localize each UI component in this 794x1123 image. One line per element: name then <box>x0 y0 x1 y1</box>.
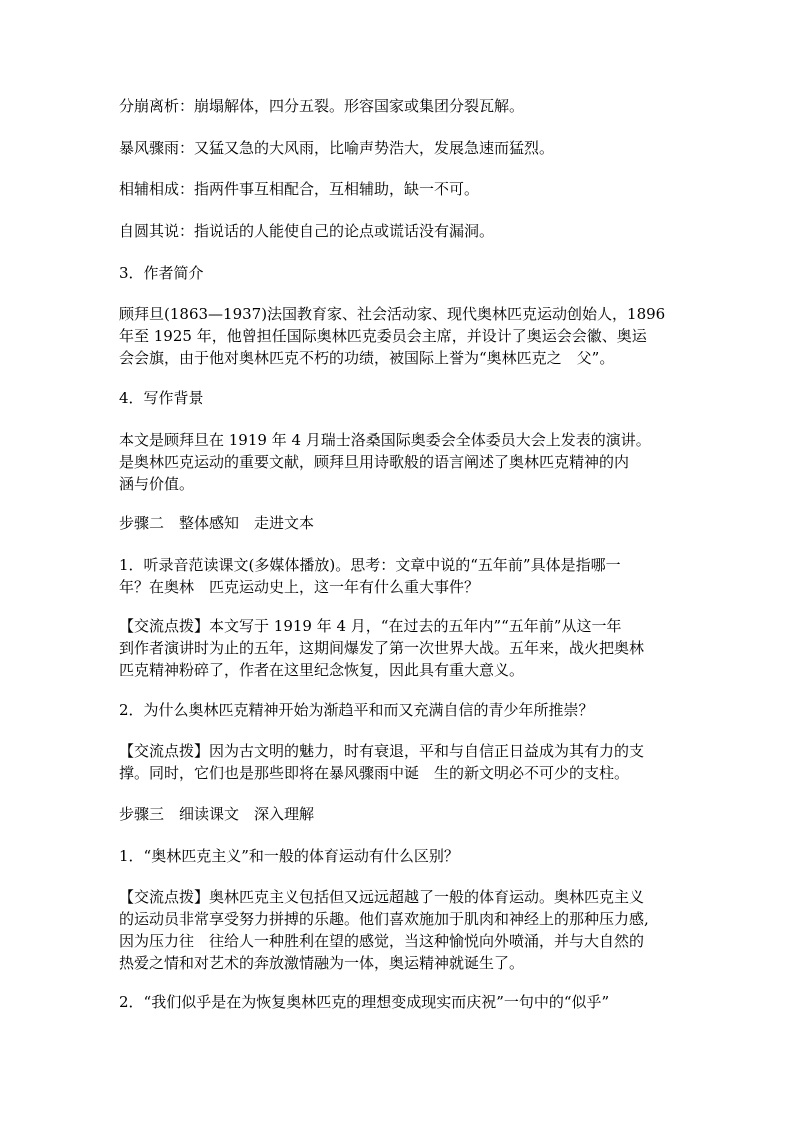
paragraph-background <box>119 429 675 495</box>
paragraph-idiom-ziyuanqishuo <box>119 220 675 242</box>
text-line: 撑。同时，它们也是那些即将在暴风骤雨中诞 生的新文明必不可少的支柱。 <box>119 764 630 782</box>
question-1 <box>119 554 675 598</box>
text-line: 2．“我们似乎是在为恢复奥林匹克的理想变成现实而庆祝”一句中的“似乎” <box>119 993 610 1011</box>
text-line: 自圆其说：指说话的人能使自己的论点或谎话没有漏洞。 <box>119 222 495 240</box>
text-line: 4．写作背景 <box>119 389 204 407</box>
question-2 <box>119 699 675 721</box>
text-line: 【交流点拨】本文写于 1919 年 4 月，“在过去的五年内”“五年前”从这一年 <box>119 617 622 635</box>
step-heading-3 <box>119 803 675 825</box>
paragraph-author-intro <box>119 303 675 369</box>
text-line: 暴风骤雨：又猛又急的大风雨，比喻声势浩大，发展急速而猛烈。 <box>119 139 555 157</box>
text-line: 步骤二 整体感知 走进文本 <box>119 514 315 532</box>
text-line: 热爱之情和对艺术的奔放激情融为一体，奥运精神就诞生了。 <box>119 954 525 972</box>
section-heading-background <box>119 387 675 409</box>
text-line: 会会旗，由于他对奥林匹克不朽的功绩，被国际上誉为“奥林匹克之 父”。 <box>119 349 615 367</box>
text-line: 1．听录音范读课文(多媒体播放)。思考：文章中说的“五年前”具体是指哪一 <box>119 556 621 574</box>
step-heading-2 <box>119 512 675 534</box>
text-line: 的运动员非常享受努力拼搏的乐趣。他们喜欢施加于肌肉和神经上的那种压力感, <box>119 910 649 928</box>
answer-3 <box>119 886 675 974</box>
answer-2 <box>119 740 675 784</box>
question-4 <box>119 991 675 1013</box>
text-line: 1．“奥林匹克主义”和一般的体育运动有什么区别？ <box>119 847 459 865</box>
text-line: 匹克精神粉碎了，作者在这里纪念恢复，因此具有重大意义。 <box>119 661 525 679</box>
section-heading-author <box>119 262 675 284</box>
answer-1 <box>119 615 675 681</box>
text-line: 是奥林匹克运动的重要文献，顾拜旦用诗歌般的语言阐述了奥林匹克精神的内 <box>119 453 630 471</box>
paragraph-idiom-xiangfuxiangcheng <box>119 178 675 200</box>
text-line: 2．为什么奥林匹克精神开始为渐趋平和而又充满自信的青少年所推崇？ <box>119 701 594 719</box>
paragraph-idiom-baofengzhouyu <box>119 137 675 159</box>
text-line: 因为压力往 往给人一种胜利在望的感觉，当这种愉悦向外喷涌，并与大自然的 <box>119 932 645 950</box>
text-line: 【交流点拨】因为古文明的魅力，时有衰退，平和与自信正日益成为其有力的支 <box>119 742 645 760</box>
text-line: 年至 1925 年，他曾担任国际奥林匹克委员会主席，并设计了奥运会会徽、奥运 <box>119 327 647 345</box>
question-3 <box>119 845 675 867</box>
text-line: 3．作者简介 <box>119 264 204 282</box>
text-line: 分崩离析：崩塌解体，四分五裂。形容国家或集团分裂瓦解。 <box>119 97 525 115</box>
text-line: 步骤三 细读课文 深入理解 <box>119 805 315 823</box>
text-line: 年？在奥林 匹克运动史上，这一年有什么重大事件？ <box>119 578 480 596</box>
text-line: 到作者演讲时为止的五年，这期间爆发了第一次世界大战。五年来，战火把奥林 <box>119 639 645 657</box>
text-line: 涵与价值。 <box>119 475 195 493</box>
text-line: 相辅相成：指两件事互相配合，互相辅助，缺一不可。 <box>119 180 480 198</box>
text-line: 【交流点拨】奥林匹克主义包括但又远远超越了一般的体育运动。奥林匹克主义 <box>119 888 645 906</box>
text-line: 本文是顾拜旦在 1919 年 4 月瑞士洛桑国际奥委会全体委员大会上发表的演讲。 <box>119 431 651 449</box>
text-line: 顾拜旦(1863—1937)法国教育家、社会活动家、现代奥林匹克运动创始人，1896 <box>119 305 666 323</box>
paragraph-idiom-fenbenglixi <box>119 95 675 117</box>
